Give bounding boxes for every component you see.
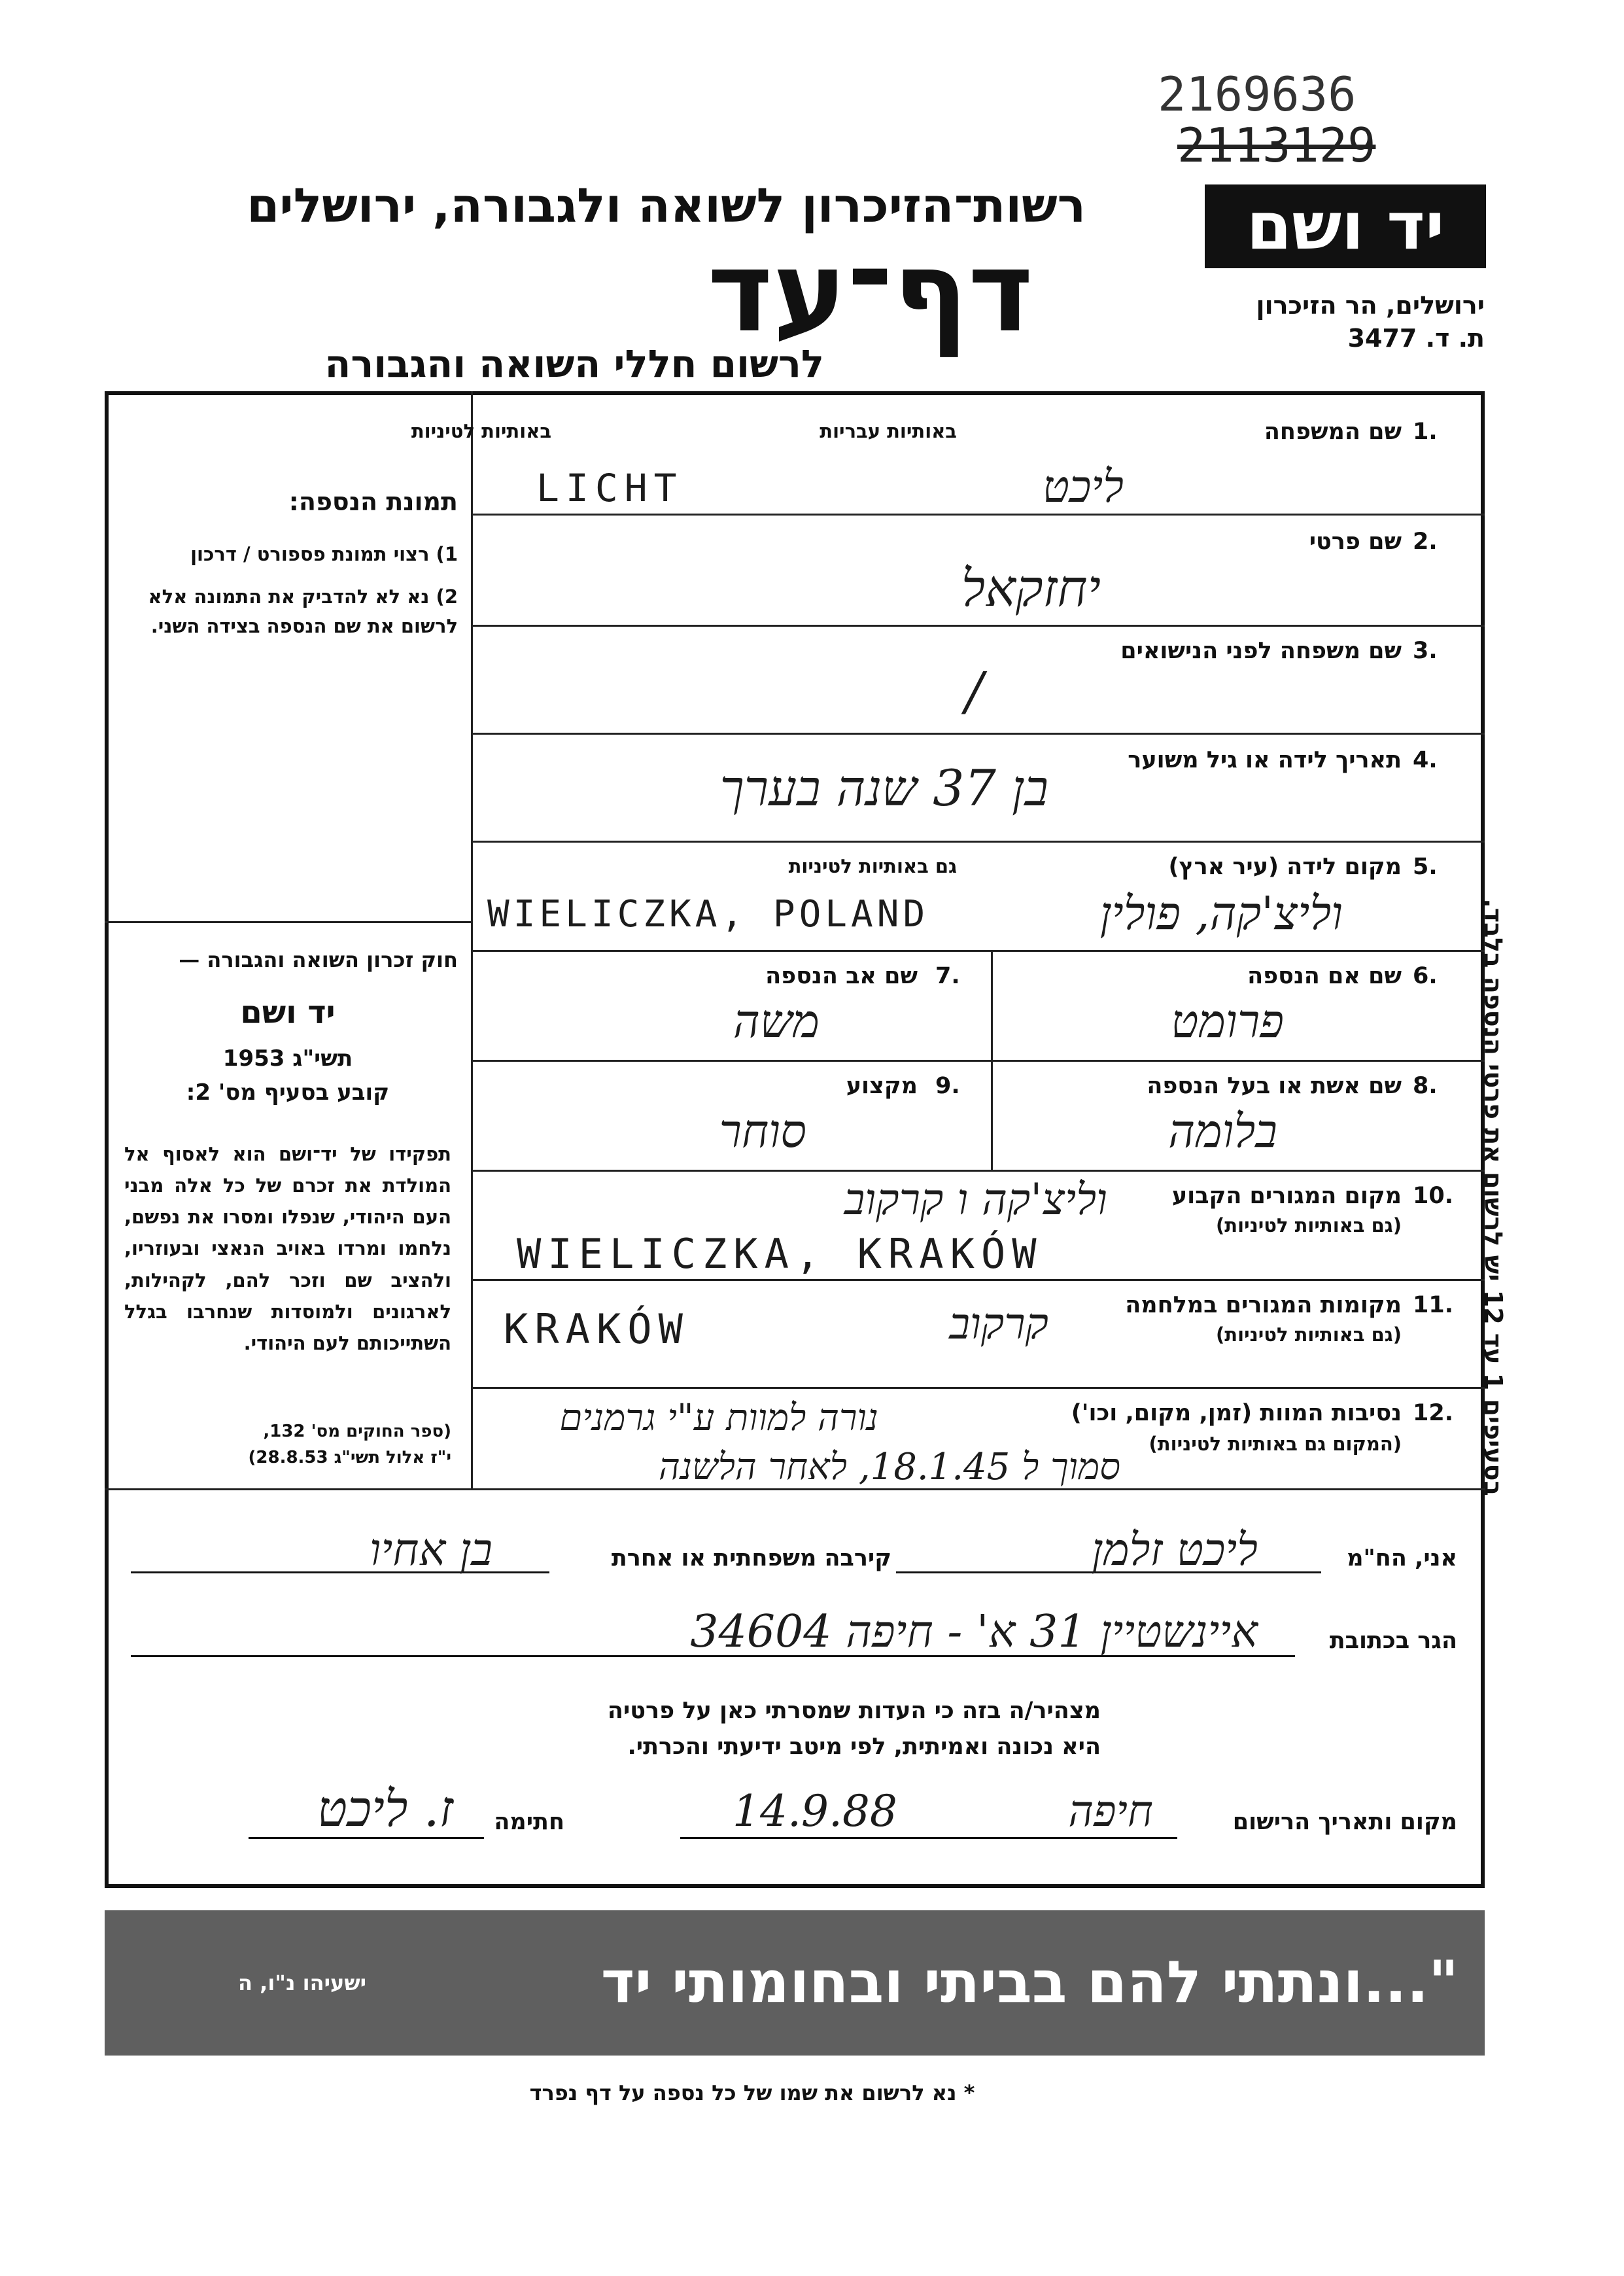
field-6-number: 6. [1413, 963, 1438, 989]
field-6-value[interactable]: פרומט [1171, 994, 1284, 1048]
field-5-sublabel: גם באותיות לטיניות [788, 855, 957, 877]
law-text: תפקידו של יד־ושם הוא לאסוף אל המולדת את זכרם של כל אלה מבני העם היהודי, שנפלו ומסרו את נפשם, נלחמו ומרדו באויב הנאצי ובעוזריו, ולהציב שם וזכר להם, לקהילות, לארגונים ולמוסדות שנחרבו בגלל השתייכותם לעם היהודי. [124, 1143, 451, 1354]
row-divider [471, 625, 1485, 627]
field-4-value[interactable]: בן 37 שנה בערך [719, 759, 1048, 817]
logo-pobox: ת. ד. 3477 [1347, 324, 1485, 353]
photo-law-divider [105, 921, 472, 923]
field-12-value-line-2[interactable]: סמוך ל 18.1.45, לאחר הלשנה [659, 1446, 1120, 1488]
row-divider [471, 1387, 1485, 1389]
law-section: קובע בסעיף מס' 2: [186, 1079, 390, 1106]
photo-note-1: 1) רצוי תמונת פספורט / דרכון [190, 543, 458, 565]
field-1-label: שם המשפחה [1264, 419, 1402, 445]
field-1-value-latin[interactable]: LICHT [536, 466, 683, 510]
field-12-value-line-1[interactable]: נורה למוות ע"י גרמנים [559, 1397, 878, 1439]
row-divider [471, 733, 1485, 735]
field-7-label: שם אב הנספה [765, 963, 918, 989]
field-11-label: מקומות המגורים במלחמה [1125, 1292, 1402, 1318]
field-3-number: 3. [1413, 638, 1438, 664]
field-1-hebrew-col: באותיות עבריות [820, 420, 957, 442]
declaration-i-label: אני, הח"מ [1347, 1545, 1457, 1571]
field-3-label: שם משפחה לפני הנישואים [1120, 638, 1402, 664]
field-9-number: 9. [935, 1073, 960, 1099]
form-title: דף־עד [707, 228, 1033, 357]
margin-note: בסעיפים 1 עד 12 יש לרשום את פרטי הנספה בלבד. [1479, 898, 1508, 1496]
field-8-number: 8. [1413, 1073, 1438, 1099]
row-divider [471, 950, 1485, 952]
form-subtitle: לרשום חללי השואה והגבורה [324, 341, 824, 386]
address-value[interactable]: איינשטיין 31 א' - חיפה 34604 [690, 1606, 1258, 1658]
field-10-value-latin[interactable]: WIELICZKA, KRAKÓW [517, 1230, 1043, 1278]
logo-address: ירושלים, הר הזיכרון [1256, 291, 1485, 320]
statement-line-2: היא נכונה ואמיתית, לפי מיטב ידיעתי והכרתי. [627, 1734, 1101, 1760]
field-4-label: תאריך לידה או גיל משוער [1128, 747, 1402, 773]
row-divider [471, 1060, 1485, 1062]
law-title: חוק זכרון השואה והגבורה — [179, 947, 458, 972]
row-divider [471, 1279, 1485, 1281]
field-1-latin-col: באותיות לטיניות [411, 420, 551, 442]
field-7-value[interactable]: משה [733, 994, 820, 1048]
field-11-value-hebrew[interactable]: קרקוב [949, 1299, 1048, 1349]
split-divider [991, 950, 993, 1170]
yad-vashem-logo: יד ושם [1205, 184, 1486, 268]
field-7-number: 7. [935, 963, 960, 989]
field-10-number: 10. [1413, 1183, 1454, 1209]
signature[interactable]: ז. ליכט [317, 1779, 453, 1838]
photo-note-2: 2) נא לא להדביק את התמונה אלא לרשום את שם הנספה בצידה השני. [148, 586, 458, 637]
field-11-number: 11. [1413, 1292, 1454, 1318]
law-name: יד ושם [240, 994, 336, 1031]
relation-value[interactable]: בן אחיו [370, 1524, 492, 1576]
field-12-label: נסיבות המוות (זמן, מקום, וכו') [1071, 1400, 1402, 1426]
banner-quote: "...ונתתי להם בביתי ובחומותי יד ושם...אשר לא יכרת." [600, 1948, 1459, 2146]
field-5-number: 5. [1413, 854, 1438, 880]
signature-label: חתימה [494, 1809, 564, 1835]
address-label: הגר בכתובת [1329, 1628, 1457, 1654]
field-2-value[interactable]: יחזקאל [961, 559, 1101, 618]
law-source-line-1: (ספר החוקים מס' 132, [263, 1422, 451, 1441]
row-divider [471, 1170, 1485, 1172]
archive-number: 2169636 [1158, 67, 1356, 122]
field-5-value-hebrew[interactable]: וליצ'קה, פולין [1099, 886, 1343, 940]
field-6-label: שם אם הנספה [1247, 963, 1402, 989]
row-divider [471, 514, 1485, 516]
footer-note: * נא לרשום את שמו של כל נספה על דף נפרד [529, 2080, 975, 2105]
field-11-sublabel: (גם באותיות לטיניות) [1216, 1323, 1402, 1346]
registration-place[interactable]: חיפה [1068, 1786, 1153, 1836]
field-1-value-hebrew[interactable]: ליכט [1043, 461, 1124, 513]
field-2-number: 2. [1413, 529, 1438, 555]
field-10-sublabel: (גם באותיות לטיניות) [1216, 1214, 1402, 1236]
field-10-value-hebrew[interactable]: וליצ'קה ו קרקוב [844, 1174, 1107, 1225]
law-source [124, 1418, 451, 1471]
relation-label: קירבה משפחתית או אחרת [611, 1545, 891, 1571]
field-8-value[interactable]: בלומה [1168, 1104, 1277, 1158]
field-12-number: 12. [1413, 1400, 1454, 1426]
archive-number-stamp [1158, 67, 1432, 173]
field-5-value-latin[interactable]: WIELICZKA, POLAND [487, 893, 929, 936]
law-source-line-2: י"ז אלול תשי"ג 28.8.53) [248, 1448, 451, 1468]
field-10-label: מקום המגורים הקבוע [1171, 1183, 1402, 1209]
law-year: תשי"ג 1953 [222, 1045, 353, 1072]
field-8-label: שם אשת או בעל הנספה [1147, 1073, 1402, 1099]
photo-title: תמונת הנספה: [288, 487, 458, 516]
field-4-number: 4. [1413, 747, 1438, 773]
field-9-label: מקצוע [846, 1073, 918, 1099]
field-1-number: 1. [1413, 419, 1438, 445]
declarant-name[interactable]: ליכט זלמן [1092, 1524, 1258, 1576]
statement-line-1: מצהיר/ה בזה כי העדות שמסרתי כאן על פרטיה [607, 1698, 1101, 1724]
place-date-underline [680, 1837, 1177, 1839]
row-divider [471, 841, 1485, 843]
banner-source: ישעיהו נ"ו, ה [238, 1970, 366, 1995]
field-3-value[interactable]: / [965, 661, 983, 722]
field-12-sublabel: (המקום גם באותיות לטיניות) [1149, 1433, 1402, 1455]
declaration-divider [105, 1488, 1485, 1490]
registration-date[interactable]: 14.9.88 [733, 1786, 897, 1836]
column-divider [471, 391, 473, 1489]
archive-number-old: 2113129 [1177, 118, 1376, 173]
field-9-value[interactable]: סוחר [719, 1104, 806, 1158]
place-date-label: מקום ותאריך הרישום [1232, 1809, 1457, 1835]
field-5-label: מקום לידה (עיר ארץ) [1168, 854, 1402, 880]
field-2-label: שם פרטי [1309, 529, 1402, 555]
organization-title: רשות־הזיכרון לשואה ולגבורה, ירושלים [247, 178, 1086, 233]
field-11-value-latin[interactable]: KRAKÓW [504, 1305, 689, 1353]
